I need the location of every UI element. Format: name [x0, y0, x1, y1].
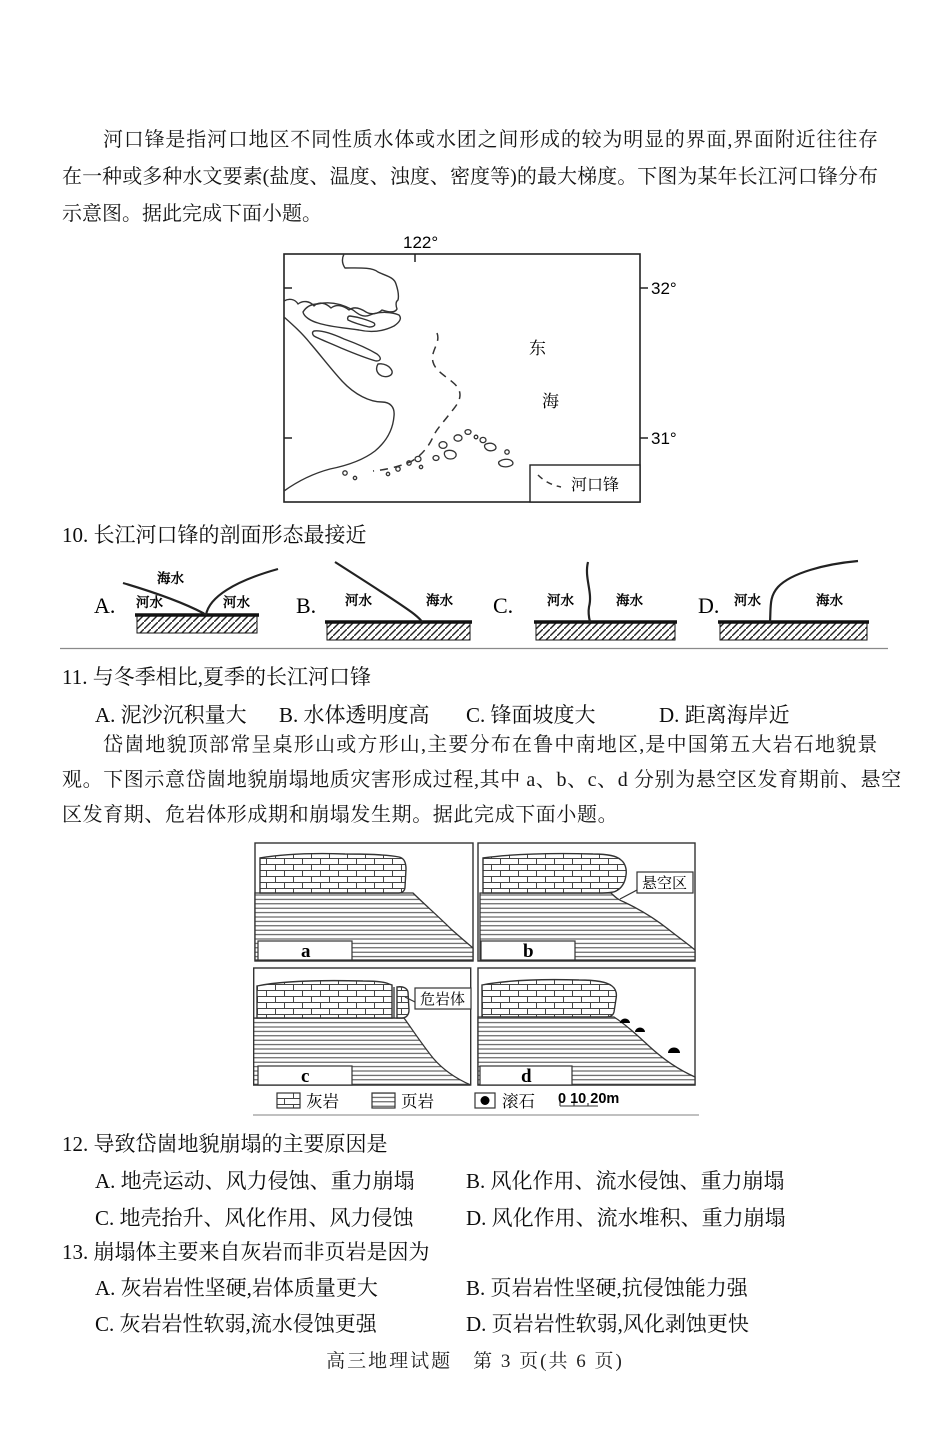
- sea-label-east: 东: [529, 339, 546, 358]
- q10-front-curve-b: [335, 562, 422, 622]
- q13-option-d: D. 页岩岩性软弱,风化剥蚀更快: [466, 1312, 749, 1336]
- map-lat-lower-label: 31°: [651, 429, 677, 448]
- q10-diagrams-figure: [60, 552, 890, 652]
- q10-seafloor-d: [720, 622, 867, 640]
- q13-option-c: C. 灰岩岩性软弱,流水侵蚀更强: [95, 1312, 377, 1336]
- intro1-line-2: 在一种或多种水文要素(盐度、温度、浊度、密度等)的最大梯度。下图为某年长江河口锋分布: [62, 166, 878, 188]
- q10-letter-d: D.: [698, 593, 720, 618]
- q11-option-a: A. 泥沙沉积量大: [95, 703, 247, 727]
- panel-label-a: a: [301, 941, 311, 962]
- daigu-collapse-figure: [253, 840, 699, 1118]
- intro1-line-3: 示意图。据此完成下面小题。: [62, 203, 322, 225]
- q10-front-curve-c: [587, 562, 590, 622]
- q12-option-a: A. 地壳运动、风力侵蚀、重力崩塌: [95, 1169, 415, 1193]
- q12-option-b: B. 风化作用、流水侵蚀、重力崩塌: [466, 1169, 785, 1193]
- panel-c: [254, 968, 471, 1087]
- question-12-stem: 12. 导致岱崮地貌崩塌的主要原因是: [62, 1132, 388, 1156]
- callout-rock-text: 危岩体: [420, 992, 466, 1008]
- map-legend-label: 河口锋: [571, 477, 620, 494]
- intro2-line-3: 区发育期、危岩体形成期和崩塌发生期。据此完成下面小题。: [62, 804, 619, 826]
- intro2-line-1: 岱崮地貌顶部常呈桌形山或方形山,主要分布在鲁中南地区,是中国第五大岩石地貌景: [103, 734, 878, 756]
- q10-d-river-label: 河水: [734, 593, 761, 608]
- page-footer: 高三地理试题 第 3 页(共 6 页): [326, 1351, 624, 1372]
- coastline-inner-sandbar: [348, 316, 375, 327]
- figure2-legend: [277, 1091, 619, 1111]
- coastline-hengsha-island: [377, 364, 393, 377]
- intro-paragraph-1: [62, 122, 878, 233]
- panel-label-d: d: [521, 1066, 532, 1087]
- legend-boulder-dot: [481, 1096, 490, 1105]
- scale-bar-label: 0 10 20m: [558, 1091, 620, 1107]
- callout-overhang-text: 悬空区: [642, 876, 688, 892]
- q12-option-d: D. 风化作用、流水堆积、重力崩塌: [466, 1206, 786, 1230]
- panel-d: [478, 968, 695, 1087]
- q10-letter-c: C.: [493, 593, 514, 618]
- question-11-stem: 11. 与冬季相比,夏季的长江河口锋: [62, 665, 371, 689]
- panel-label-b: b: [523, 941, 534, 962]
- question-10-stem: 10. 长江河口锋的剖面形态最接近: [62, 523, 367, 547]
- intro-paragraph-2: [62, 728, 902, 833]
- q11-option-d: D. 距离海岸近: [659, 703, 790, 727]
- limestone-cap-d: [482, 980, 616, 1017]
- q10-c-river-label: 河水: [547, 593, 574, 608]
- legend-shale-label: 页岩: [401, 1092, 434, 1111]
- legend-limestone-swatch: [277, 1093, 300, 1108]
- panel-b: [478, 843, 695, 962]
- q10-front-curve-d: [770, 561, 858, 622]
- legend-limestone-label: 灰岩: [306, 1092, 339, 1111]
- q10-seafloor-b: [327, 622, 470, 640]
- q10-a-sea-label: 海水: [157, 571, 184, 586]
- panel-label-c: c: [301, 1066, 310, 1087]
- dangerous-rock-block: [397, 987, 409, 1018]
- q10-seafloor-c: [536, 622, 675, 640]
- question-13-stem: 13. 崩塌体主要来自灰岩而非页岩是因为: [62, 1240, 430, 1264]
- q10-d-sea-label: 海水: [816, 593, 843, 608]
- q10-letter-a: A.: [94, 593, 116, 618]
- small-islands: [343, 430, 513, 480]
- legend-shale-swatch: [372, 1093, 395, 1108]
- intro2-line-2: 观。下图示意岱崮地貌崩塌地质灾害形成过程,其中 a、b、c、d 分别为悬空区发育期前、悬空: [62, 769, 902, 791]
- q11-option-c: C. 锋面坡度大: [466, 703, 596, 727]
- limestone-cap-b: [483, 854, 626, 893]
- intro1-line-1: 河口锋是指河口地区不同性质水体或水团之间形成的较为明显的界面,界面附近往往存: [103, 129, 878, 151]
- limestone-cap-c: [257, 981, 392, 1018]
- q10-a-river-left-label: 河水: [136, 595, 163, 610]
- q10-a-river-right-label: 河水: [223, 595, 250, 610]
- q11-option-b: B. 水体透明度高: [279, 703, 430, 727]
- q13-option-a: A. 灰岩岩性坚硬,岩体质量更大: [95, 1276, 378, 1300]
- coastline-changxing-island: [313, 331, 381, 361]
- map-lat-upper-label: 32°: [651, 279, 677, 298]
- estuary-front-map-figure: [270, 230, 680, 508]
- q10-c-sea-label: 海水: [616, 593, 643, 608]
- q10-b-river-label: 河水: [345, 593, 372, 608]
- q12-option-c: C. 地壳抬升、风化作用、风力侵蚀: [95, 1206, 414, 1230]
- sea-label-sea: 海: [542, 392, 559, 411]
- coastline-chongming-island: [303, 303, 400, 332]
- map-lon-label: 122°: [403, 233, 439, 252]
- panel-a: [255, 843, 473, 962]
- coastline-south-bank: [284, 317, 394, 491]
- limestone-cap-a: [260, 854, 406, 893]
- legend-boulder-label: 滚石: [502, 1092, 535, 1111]
- q13-option-b: B. 页岩岩性坚硬,抗侵蚀能力强: [466, 1276, 748, 1300]
- q10-b-sea-label: 海水: [426, 593, 453, 608]
- q10-seafloor-a: [137, 615, 257, 633]
- q10-letter-b: B.: [296, 593, 317, 618]
